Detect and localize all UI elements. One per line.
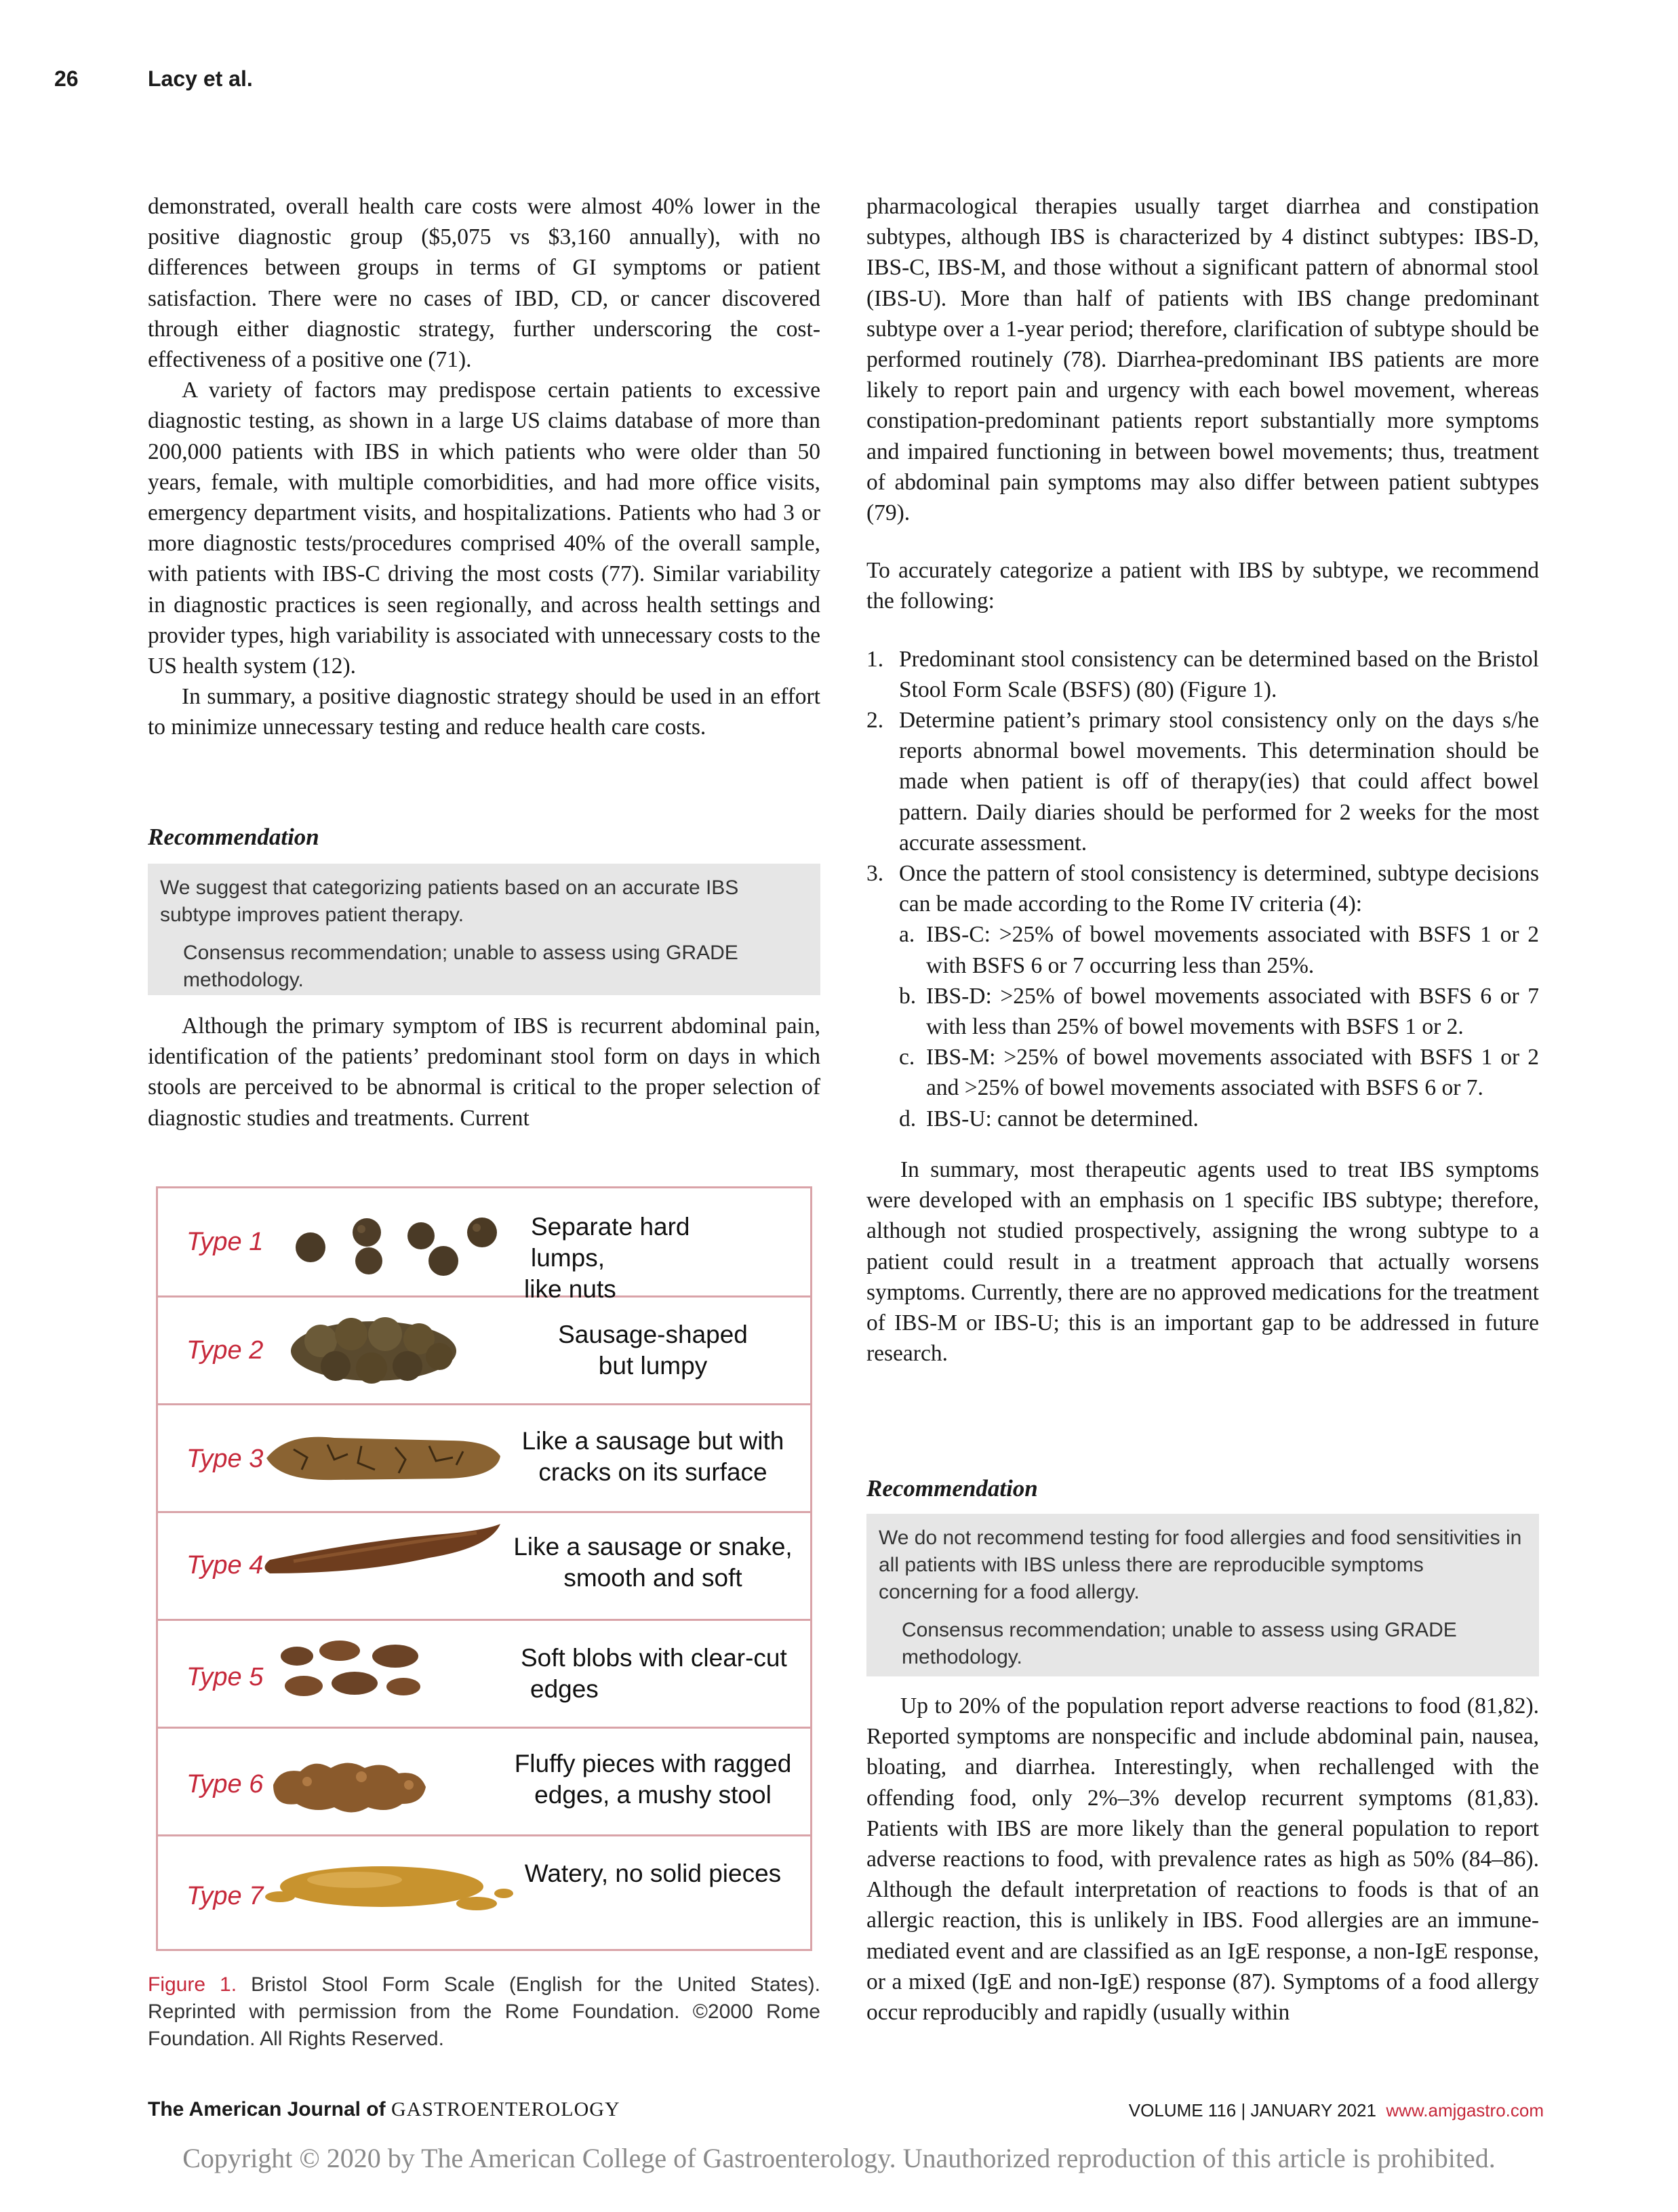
journal-url[interactable]: www.amjgastro.com — [1386, 2100, 1544, 2120]
description-line: Like a sausage or snake, — [513, 1533, 793, 1561]
description-line: Separate hard lumps, — [531, 1213, 690, 1272]
list-text: Once the pattern of stool consistency is determined, subtype decisions can be made according to the Rome IV criteria (4): — [899, 861, 1539, 917]
type2-illustration — [291, 1317, 456, 1384]
list-text: IBS-U: cannot be determined. — [926, 1106, 1199, 1131]
type5-illustration — [281, 1641, 420, 1696]
description-line: Sausage-shaped — [558, 1321, 748, 1348]
description-line: like nuts — [524, 1275, 616, 1303]
recommendation-text: We do not recommend testing for food allergies and food sensitivities in all patients with IBS unless there are reproducible symptoms concerning for a food allergy. — [879, 1527, 1522, 1603]
body-paragraph: demonstrated, overall health care costs were almost 40% lower in the positive diagnostic group ($5,075 vs $3,160 annually), with no differences between groups in terms of GI symptoms or patient satisfaction. There were no cases of IBD, CD, or cancer discovered through either diagnostic strategy, further underscoring the cost-effectiveness of a positive one (71). — [148, 194, 820, 373]
left-column-continued — [148, 1011, 820, 1133]
list-item — [866, 705, 1539, 858]
sub-list — [866, 919, 1539, 1133]
recommendation-grade: Consensus recommendation; unable to assess using GRADE methodology. — [183, 942, 738, 991]
figure-caption-text: Bristol Stool Form Scale (English for the United States). Reprinted with permission from the Rome Foundation. ©2000 Rome Foundation. All Rights Reserved. — [148, 1973, 820, 2050]
list-number: b. — [899, 983, 917, 1009]
running-head: Lacy et al. — [148, 66, 253, 91]
type-label: Type 2 — [186, 1336, 264, 1365]
recommendation-text: We suggest that categorizing patients based on an accurate IBS subtype improves patient therapy. — [160, 877, 739, 926]
journal-title: GASTROENTEROLOGY — [391, 2098, 620, 2120]
type-label: Type 4 — [186, 1551, 264, 1580]
list-item — [866, 858, 1539, 919]
list-text: IBS-D: >25% of bowel movements associated with BSFS 6 or 7 with less than 25% of bowel movements with BSFS 1 or 2. — [926, 983, 1539, 1040]
type-label: Type 5 — [186, 1663, 264, 1691]
recommendation-heading: Recommendation — [148, 824, 319, 850]
recommendation-box — [866, 1514, 1539, 1676]
type-label: Type 1 — [186, 1228, 264, 1256]
list-text: IBS-C: >25% of bowel movements associated with BSFS 1 or 2 with BSFS 6 or 7 occurring less than 25%. — [926, 922, 1539, 978]
list-number: 3. — [866, 861, 884, 887]
list-text: IBS-M: >25% of bowel movements associated with BSFS 1 or 2 and >25% of bowel movements associated with BSFS 6 or 7. — [926, 1045, 1539, 1101]
list-number: c. — [899, 1045, 915, 1070]
type6-illustration — [273, 1763, 426, 1813]
sub-list-item — [899, 919, 1539, 980]
list-text: Predominant stool consistency can be determined based on the Bristol Stool Form Scale (BSFS) (80) (Figure 1). — [899, 646, 1539, 702]
description-line: Soft blobs with clear-cut — [521, 1644, 787, 1672]
volume-issue: VOLUME 116 | JANUARY 2021 — [1128, 2100, 1376, 2120]
figure-bristol-stool-scale — [156, 1186, 812, 1951]
journal-prefix: The American Journal of — [148, 2098, 386, 2120]
body-paragraph: A variety of factors may predispose certain patients to excessive diagnostic testing, as shown in a large US claims database of more than 200,000 patients with IBS in which patients who were older than 50 years, female, with multiple comorbidities, and had more office visits, emergency department visits, and hospitalizations. Patients who had 3 or more diagnostic tests/procedures comprised 40% of the overall sample, with patients with IBS-C driving the most costs (77). Similar variability in diagnostic practices is seen regionally, and across health settings and provider types, high variability is associated with unnecessary costs to the US health system (12). — [148, 378, 820, 679]
type-label: Type 6 — [186, 1770, 264, 1798]
sub-list-item — [899, 981, 1539, 1042]
left-column — [148, 191, 820, 743]
copyright-notice: Copyright © 2020 by The American College of Gastroenterology. Unauthorized reproduction of this article is prohibited. — [182, 2143, 1496, 2173]
list-number: 2. — [866, 708, 884, 733]
list-item — [866, 644, 1539, 705]
recommendation-heading: Recommendation — [866, 1475, 1038, 1502]
type1-illustration — [296, 1218, 497, 1276]
page-number: 26 — [54, 66, 79, 91]
type-label: Type 3 — [186, 1445, 264, 1473]
stool-illustrations — [158, 1188, 810, 1949]
type4-illustration — [265, 1524, 501, 1573]
description-line: cracks on its surface — [538, 1458, 767, 1486]
recommendation-list — [866, 644, 1539, 1134]
recommendation-grade: Consensus recommendation; unable to assess using GRADE methodology. — [902, 1619, 1457, 1668]
list-number: 1. — [866, 646, 884, 672]
list-number: a. — [899, 922, 915, 948]
description-line: edges — [530, 1675, 599, 1703]
body-paragraph: Up to 20% of the population report adverse reactions to food (81,82). Reported symptoms are nonspecific and include abdominal pain, nausea, bloating, and diarrhea. Interestingly, when rechallenged with the offending food, only 2%–3% develop recurrent symptoms (81,83). Patients with IBS are more likely than the general population to report adverse reactions to food, with prevalence rates as high as 50% (84–86). Although the default interpretation of reactions to foods is that of an allergic reaction, this is unlikely in IBS. Food allergies are an immune-mediated event and are classified as an IgE response, a non-IgE response, or a mixed (IgE and non-IgE) response (87). Symptoms of a food allergy occur reproducibly and rapidly (usually within — [866, 1693, 1539, 2026]
journal-name — [148, 2098, 620, 2121]
body-paragraph: In summary, most therapeutic agents used to treat IBS symptoms were developed with an emphasis on 1 specific IBS subtype; therefore, although not studied prospectively, assigning the wrong subtype to a patient could result in a treatment approach that actually worsens symptoms. Currently, there are no approved medications for the treatment of IBS-M or IBS-U; this is an important gap to be addressed in future research. — [866, 1157, 1539, 1367]
description-line: smooth and soft — [563, 1564, 742, 1592]
recommendation-box — [148, 864, 820, 995]
sub-list-item — [899, 1042, 1539, 1103]
description-line: Fluffy pieces with ragged — [514, 1750, 792, 1777]
description-line: Like a sausage but with — [521, 1427, 784, 1455]
figure-caption-label: Figure 1. — [148, 1973, 237, 1996]
body-paragraph: Although the primary symptom of IBS is recurrent abdominal pain, identification of the patients’ predominant stool form on days in which stools are perceived to be abnormal is critical to the proper selection of diagnostic studies and treatments. Current — [148, 1013, 820, 1131]
volume-info — [1129, 2100, 1544, 2121]
type7-illustration — [265, 1866, 513, 1910]
body-paragraph: In summary, a positive diagnostic strategy should be used in an effort to minimize unnecessary testing and reduce health care costs. — [148, 684, 820, 740]
sub-list-item — [899, 1104, 1539, 1134]
description-line: edges, a mushy stool — [534, 1781, 772, 1809]
list-number: d. — [899, 1106, 917, 1131]
description-line: but lumpy — [598, 1352, 708, 1380]
right-column-continued — [866, 1691, 1539, 2028]
body-paragraph: pharmacological therapies usually target diarrhea and constipation subtypes, although IBS is characterized by 4 distinct subtypes: IBS-D, IBS-C, IBS-M, and those without a significant pattern of abnormal stool (IBS-U). More than half of patients with IBS change predominant subtype over a 1-year period; therefore, clarification of subtype should be performed routinely (78). Diarrhea-predominant IBS patients are more likely to report pain and urgency with each bowel movement, whereas constipation-predominant patients report substantially more symptoms and impaired functioning in between bowel movements; thus, treatment of abdominal pain symptoms may also differ between patient subtypes (79). — [866, 194, 1539, 526]
right-column — [866, 191, 1539, 1369]
type3-illustration — [266, 1437, 500, 1481]
figure-caption — [148, 1971, 820, 2053]
type-label: Type 7 — [186, 1882, 264, 1910]
body-paragraph: To accurately categorize a patient with IBS by subtype, we recommend the following: — [866, 558, 1539, 614]
list-text: Determine patient’s primary stool consistency only on the days s/he reports abnormal bowel movements. This determination should be made when patient is off of therapy(ies) that could affect bowel pattern. Daily diaries should be performed for 2 weeks for the most accurate assessment. — [899, 708, 1539, 856]
description-line: Watery, no solid pieces — [524, 1859, 782, 1887]
